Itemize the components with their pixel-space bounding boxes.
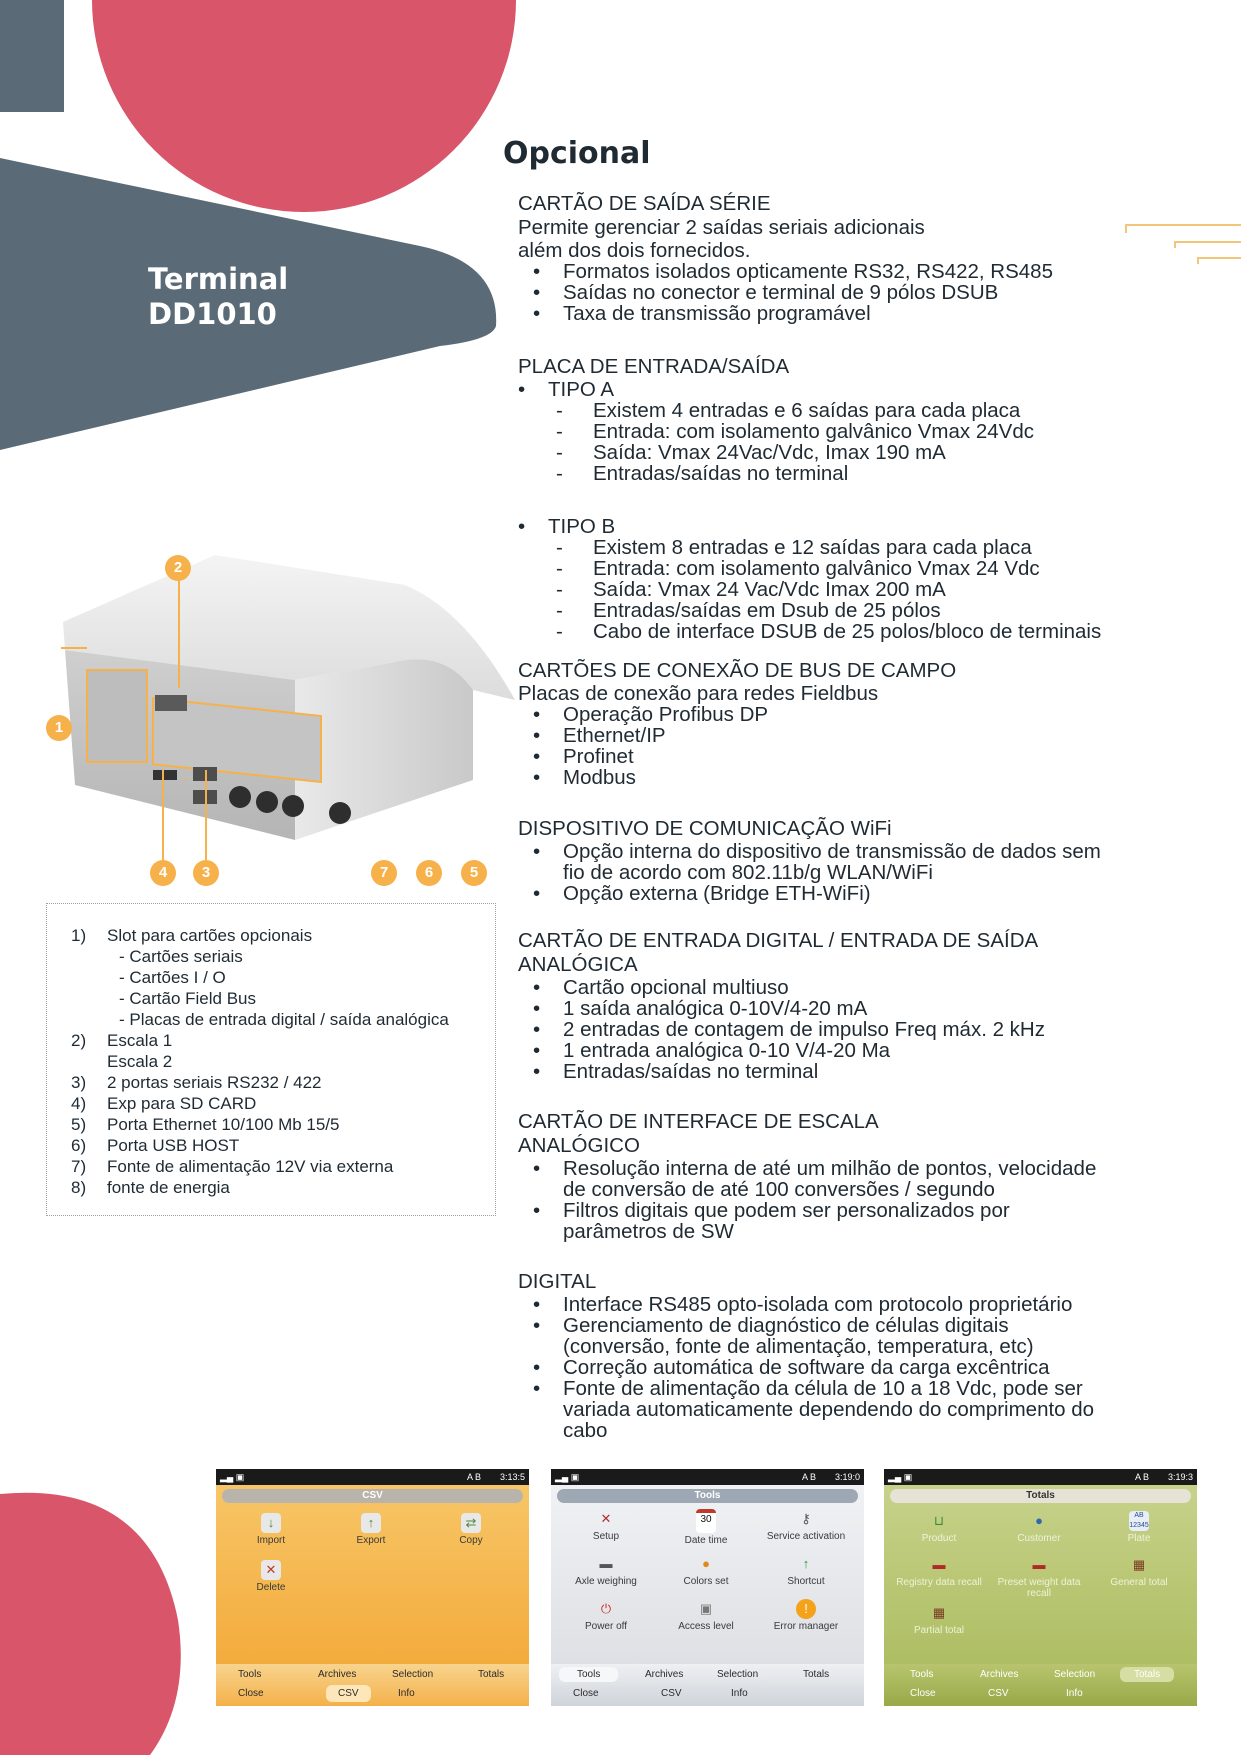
side-title-line1: Terminal	[148, 262, 289, 296]
list-item: - Existem 4 entradas e 6 saídas para cada placa	[518, 400, 1218, 421]
list-item: • Entradas/saídas no terminal	[518, 1061, 1218, 1082]
list-item: • Correção automática de software da carga excêntrica	[518, 1357, 1218, 1378]
palette-icon: ●	[702, 1556, 710, 1571]
list-item: • Profinet	[518, 746, 1218, 767]
preset-weight-data-recall-button[interactable]: ▬ Preset weight data recall	[997, 1557, 1081, 1599]
callout-leaders	[55, 770, 525, 880]
section-scale	[518, 1110, 1218, 1441]
general-total-button[interactable]: ▦ General total	[1110, 1557, 1168, 1588]
screen-title: CSV	[222, 1489, 523, 1503]
date-time-button[interactable]: 30 Date time	[656, 1509, 756, 1546]
section-title: CARTÕES DE CONEXÃO DE BUS DE CAMPO	[518, 659, 957, 682]
list-item: • Operação Profibus DP	[518, 704, 1218, 725]
footer-close[interactable]: Close	[573, 1688, 599, 1699]
list-item: • Formatos isolados opticamente RS32, RS422, RS485	[518, 261, 1218, 282]
list-item: - Entrada: com isolamento galvânico Vmax 24Vdc	[518, 421, 1218, 442]
axle-weighing-button[interactable]: ▬ Axle weighing	[575, 1556, 637, 1587]
shortcut-arrow-icon: ↑	[802, 1556, 810, 1571]
footer-info[interactable]: Info	[398, 1688, 415, 1699]
side-title-line2: DD1010	[148, 297, 277, 331]
list-item: - Saída: Vmax 24Vac/Vdc, Imax 190 mA	[518, 442, 1218, 463]
status-bar: ▂▄ ▣ A B 3:13:5	[216, 1469, 529, 1485]
delete-icon: ✕	[261, 1560, 281, 1580]
power-icon: ⏻	[600, 1601, 612, 1616]
import-button[interactable]: ↓ Import	[256, 1515, 286, 1546]
callout-marker-5: 5	[461, 860, 487, 886]
section-wifi	[518, 817, 1218, 904]
section-title-line2: ANALÓGICA	[518, 953, 638, 976]
screen-totals	[884, 1469, 1197, 1706]
list-item: • 1 entrada analógica 0-10 V/4-20 Ma	[518, 1040, 1218, 1061]
footer-csv[interactable]: CSV	[326, 1685, 371, 1702]
cart-icon: ⊔	[933, 1513, 945, 1528]
export-button[interactable]: ↑ Export	[356, 1515, 386, 1546]
list-item: • Taxa de transmissão programável	[518, 303, 1218, 324]
callout-marker-7: 7	[371, 860, 397, 886]
list-item: - Entradas/saídas em Dsub de 25 pólos	[518, 600, 1218, 621]
screen-footer	[551, 1664, 864, 1706]
shortcut-button[interactable]: ↑ Shortcut	[787, 1556, 825, 1587]
legend-box: 1) Slot para cartões opcionais - Cartões seriais - Cartões I / O - Cartão Field Bus - Placas de entrada digital / saída analógica 2) Escala 1 Escala 2 3) 2 portas seriais RS232 / 422 4) Exp para SD CARD 5) Porta Ethernet 10/100 Mb 15/5 6) Porta USB HOST 7) Fonte de alimentação 12V via externa 8) fonte de energia	[46, 903, 496, 1216]
warning-icon: !	[796, 1599, 816, 1619]
screen-footer	[216, 1664, 529, 1706]
wrench-icon: ✕	[600, 1511, 612, 1526]
section-fieldbus	[518, 659, 1218, 788]
status-bar: ▂▄ ▣ A B 3:19:3	[884, 1469, 1197, 1485]
footer-info[interactable]: Info	[731, 1688, 748, 1699]
list-item: • Modbus	[518, 767, 1218, 788]
callout-marker-6: 6	[416, 860, 442, 886]
slot-panel	[87, 670, 147, 762]
list-item: • Gerenciamento de diagnóstico de células digitais (conversão, fonte de alimentação, temperatura, etc)	[518, 1315, 1218, 1357]
section-intro: Placas de conexão para redes Fieldbus	[518, 682, 879, 705]
list-item: - Existem 8 entradas e 12 saídas para cada placa	[518, 537, 1218, 558]
total-grid-icon: ▦	[932, 1605, 946, 1620]
section-intro-line2: além dos dois fornecidos.	[518, 239, 751, 262]
truck-icon: ▬	[599, 1556, 613, 1571]
truck-icon: ▬	[932, 1557, 946, 1572]
plate-icon: AB 12345	[1129, 1512, 1149, 1529]
section-title: DISPOSITIVO DE COMUNICAÇÃO WiFi	[518, 817, 892, 840]
callout-marker-4: 4	[150, 860, 176, 886]
list-item: • Opção externa (Bridge ETH-WiFi)	[518, 883, 1218, 904]
section-title-line1: CARTÃO DE ENTRADA DIGITAL / ENTRADA DE SAÍDA	[518, 929, 1039, 952]
list-item: - Entradas/saídas no terminal	[518, 463, 1218, 484]
footer-close[interactable]: Close	[238, 1688, 264, 1699]
access-level-button[interactable]: ▣ Access level	[678, 1601, 734, 1632]
side-title	[148, 262, 288, 332]
section-io	[518, 355, 1218, 642]
footer-close[interactable]: Close	[910, 1688, 936, 1699]
registry-data-recall-button[interactable]: ▬ Registry data recall	[896, 1557, 982, 1588]
setup-button[interactable]: ✕ Setup	[592, 1511, 620, 1542]
copy-button[interactable]: ⇄ Copy	[459, 1515, 483, 1546]
list-item: • Opção interna do dispositivo de transmissão de dados sem fio de acordo com 802.11b/g WLAN/WiFi	[518, 841, 1218, 883]
footer-totals[interactable]: Totals	[803, 1669, 830, 1680]
list-item: • Fonte de alimentação da célula de 10 a 18 Vdc, pode ser variada automaticamente dependendo do comprimento do cabo	[518, 1378, 1218, 1441]
calendar-icon: 30	[696, 1509, 716, 1533]
lock-icon: ▣	[699, 1601, 713, 1616]
db9-port	[155, 695, 187, 711]
footer-selection[interactable]: Selection	[392, 1669, 434, 1680]
screen-csv	[216, 1469, 529, 1706]
power-off-button[interactable]: ⏻ Power off	[584, 1601, 628, 1632]
import-icon: ↓	[261, 1513, 281, 1533]
callout-marker-1: 1	[46, 715, 72, 741]
footer-tools[interactable]: Tools	[238, 1669, 262, 1680]
screen-footer	[884, 1664, 1197, 1706]
top-left-slate-corner	[0, 0, 64, 112]
error-manager-button[interactable]: ! Error manager	[773, 1601, 839, 1632]
colors-set-button[interactable]: ● Colors set	[683, 1556, 729, 1587]
type-a-label: • TIPO A	[518, 379, 1218, 400]
customer-icon: ●	[1035, 1513, 1043, 1528]
callout-marker-2: 2	[165, 555, 191, 581]
footer-selection[interactable]: Selection	[1054, 1669, 1096, 1680]
footer-totals[interactable]: Totals	[1120, 1667, 1174, 1682]
export-icon: ↑	[361, 1513, 381, 1533]
list-item: - Saída: Vmax 24 Vac/Vdc Imax 200 mA	[518, 579, 1218, 600]
copy-icon: ⇄	[461, 1513, 481, 1533]
service-activation-button[interactable]: ⚷ Service activation	[766, 1511, 846, 1542]
key-icon: ⚷	[801, 1511, 811, 1526]
footer-tools[interactable]: Tools	[910, 1669, 934, 1680]
bottom-coral-circle	[0, 1493, 181, 1755]
plate-button[interactable]: AB 12345 Plate	[1127, 1512, 1151, 1544]
footer-info[interactable]: Info	[1066, 1688, 1083, 1699]
top-coral-circle	[92, 0, 516, 212]
list-item: • 1 saída analógica 0-10V/4-20 mA	[518, 998, 1218, 1019]
partial-total-button[interactable]: ▦ Partial total	[913, 1605, 965, 1636]
section-title: CARTÃO DE SAÍDA SÉRIE	[518, 192, 771, 215]
footer-csv[interactable]: CSV	[661, 1688, 682, 1699]
list-item: • Ethernet/IP	[518, 725, 1218, 746]
type-b-label: • TIPO B	[518, 516, 1218, 537]
list-item: • Saídas no conector e terminal de 9 pólos DSUB	[518, 282, 1218, 303]
page-title: Opcional	[503, 136, 651, 171]
list-item: • Filtros digitais que podem ser personalizados por parâmetros de SW	[518, 1200, 1218, 1242]
customer-button[interactable]: ● Customer	[1017, 1513, 1061, 1544]
list-item: • Interface RS485 opto-isolada com protocolo proprietário	[518, 1294, 1218, 1315]
product-button[interactable]: ⊔ Product	[921, 1513, 957, 1544]
list-item: - Cabo de interface DSUB de 25 polos/bloco de terminais	[518, 621, 1218, 642]
screen-title: Totals	[890, 1489, 1191, 1503]
callout-marker-3: 3	[193, 860, 219, 886]
list-item: • 2 entradas de contagem de impulso Freq máx. 2 kHz	[518, 1019, 1218, 1040]
list-item: • Cartão opcional multiuso	[518, 977, 1218, 998]
total-grid-icon: ▦	[1132, 1557, 1146, 1572]
footer-archives[interactable]: Archives	[645, 1669, 684, 1680]
footer-selection[interactable]: Selection	[717, 1669, 759, 1680]
footer-archives[interactable]: Archives	[980, 1669, 1019, 1680]
footer-tools[interactable]: Tools	[559, 1667, 618, 1682]
digital-label: DIGITAL	[518, 1270, 597, 1293]
list-item: - Entrada: com isolamento galvânico Vmax 24 Vdc	[518, 558, 1218, 579]
footer-archives[interactable]: Archives	[318, 1669, 357, 1680]
section-serial	[518, 192, 1218, 324]
section-intro-line1: Permite gerenciar 2 saídas seriais adicionais	[518, 216, 925, 239]
status-bar: ▂▄ ▣ A B 3:19:0	[551, 1469, 864, 1485]
section-digital-analog	[518, 929, 1218, 1082]
section-title: PLACA DE ENTRADA/SAÍDA	[518, 355, 790, 378]
screen-title: Tools	[557, 1489, 858, 1503]
list-item: • Resolução interna de até um milhão de pontos, velocidade de conversão de até 100 conversões / segundo	[518, 1158, 1218, 1200]
footer-totals[interactable]: Totals	[478, 1669, 505, 1680]
truck-icon: ▬	[1032, 1557, 1046, 1572]
section-title: CARTÃO DE INTERFACE DE ESCALA	[518, 1110, 879, 1133]
screen-tools	[551, 1469, 864, 1706]
delete-button[interactable]: ✕ Delete	[256, 1562, 286, 1593]
footer-csv[interactable]: CSV	[988, 1688, 1009, 1699]
analog-label: ANALÓGICO	[518, 1134, 640, 1157]
